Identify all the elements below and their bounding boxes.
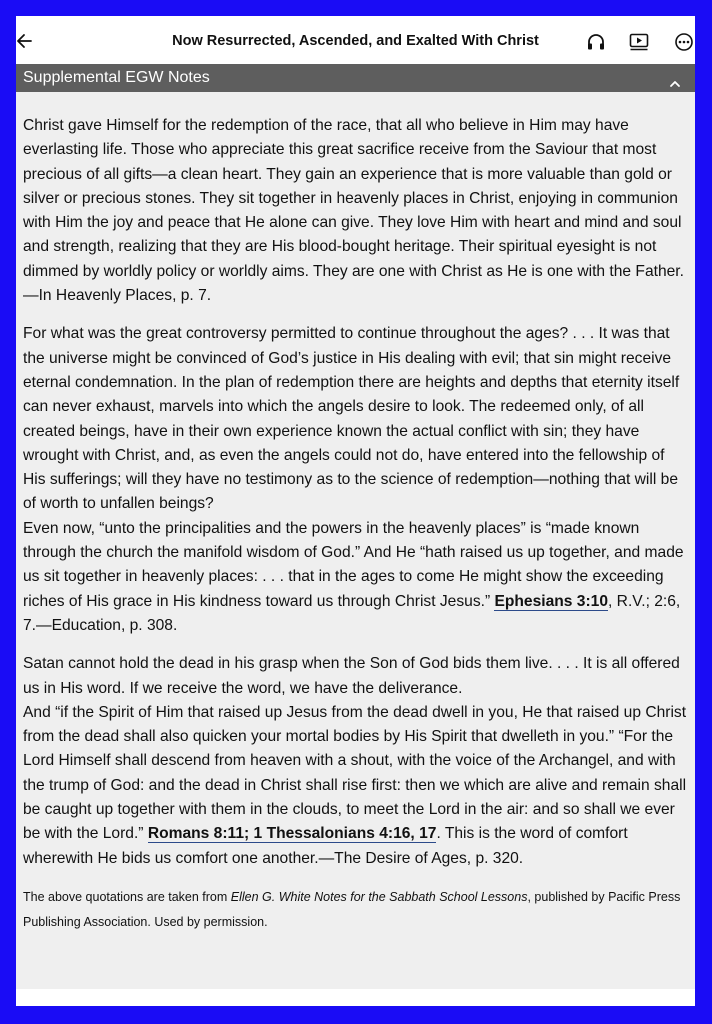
app-window — [16, 16, 695, 1006]
paragraph-2: For what was the great controversy permitted to continue throughout the ages? . . . It was that the universe might be convinced of God’s justice in His dealing with evil; that sin might receive eternal condemnation. In the plan of redemption there are heights and depths that eternity itself can never exhaust, marvels into which the angels desire to look. The redeemed only, of all created beings, have in their own experience known the actual conflict with sin; they have wrought with Christ, and, as even the angels could not do, have entered into the fellowship of His sufferings; will they have no testimony as to the science of redemption—nothing that will be of worth to unfallen beings? — [23, 325, 680, 513]
headphones-icon[interactable] — [586, 33, 606, 51]
more-options-icon[interactable] — [674, 33, 694, 51]
chevron-up-icon[interactable] — [669, 72, 681, 84]
section-header-supplemental-notes[interactable] — [16, 64, 695, 92]
paragraph-3 — [23, 517, 687, 638]
paragraph-4: Satan cannot hold the dead in his grasp when the Son of God bids them live. . . . It is all offered us in His word. If we receive the word, we have the deliverance. — [23, 655, 680, 697]
paragraph-5-source: . This is the word of comfort wherewith He bids us comfort one another.—The Desire of Ages, p. 320. — [23, 825, 628, 867]
attribution-footnote — [23, 885, 687, 935]
scripture-link-ephesians[interactable]: Ephesians 3:10 — [494, 592, 609, 610]
section-title: Supplemental EGW Notes — [23, 69, 210, 86]
paragraph-1: Christ gave Himself for the redemption of the race, that all who believe in Him may have everlasting life. Those who appreciate this great sacrifice receive from the Saviour that most precious of all gifts—a clean heart. They gain an experience that is more valuable than gold or silver or precious stones. They sit together in heavenly places in Christ, enjoying in communion with Him the joy and peace that He alone can give. They love Him with heart and mind and soul and strength, realizing that they are His blood-bought heritage. Their spiritual eyesight is not dimmed by worldly policy or worldly aims. They are one with Christ as He is one with the Father.—In Heavenly Places, p. 7. — [23, 117, 684, 305]
footnote-text-end: , published by Pacific Press Publishing Association. Used by permission. — [23, 889, 681, 929]
paragraph-5 — [23, 701, 687, 871]
footnote-text-start: The above quotations are taken from — [23, 889, 231, 904]
scripture-link-romans-thessalonians[interactable]: Romans 8:11; 1 Thessalonians 4:16, 17 — [147, 825, 437, 843]
video-player-icon[interactable] — [629, 33, 649, 51]
paragraph-3-source: , R.V.; 2:6, 7.—Education, p. 308. — [23, 592, 681, 634]
top-bar — [16, 16, 695, 66]
page-title: Now Resurrected, Ascended, and Exalted With Christ — [172, 33, 539, 49]
paragraph-5-text: And “if the Spirit of Him that raised up Jesus from the dead dwell in you, He that raised up Christ from the dead shall also quicken your mortal bodies by His Spirit that dwelleth in you.” “For the Lord Himself shall descend from heaven with a shout, with the voice of the Archangel, and with the trump of God: and the dead in Christ shall rise first: then we which are alive and remain shall be caught up together with them in the clouds, to meet the Lord in the air: and so shall we ever be with the Lord.” — [23, 703, 687, 843]
notes-content — [16, 92, 695, 989]
paragraph-3-text: Even now, “unto the principalities and the powers in the heavenly places” is “made known through the church the manifold wisdom of God.” And He “hath raised us up together, and made us sit together in heavenly places: . . . that in the ages to come He might show the exceeding riches of His grace in His kindness toward us through Christ Jesus.” — [23, 519, 684, 610]
footnote-book-title: Ellen G. White Notes for the Sabbath School Lessons — [230, 889, 528, 904]
